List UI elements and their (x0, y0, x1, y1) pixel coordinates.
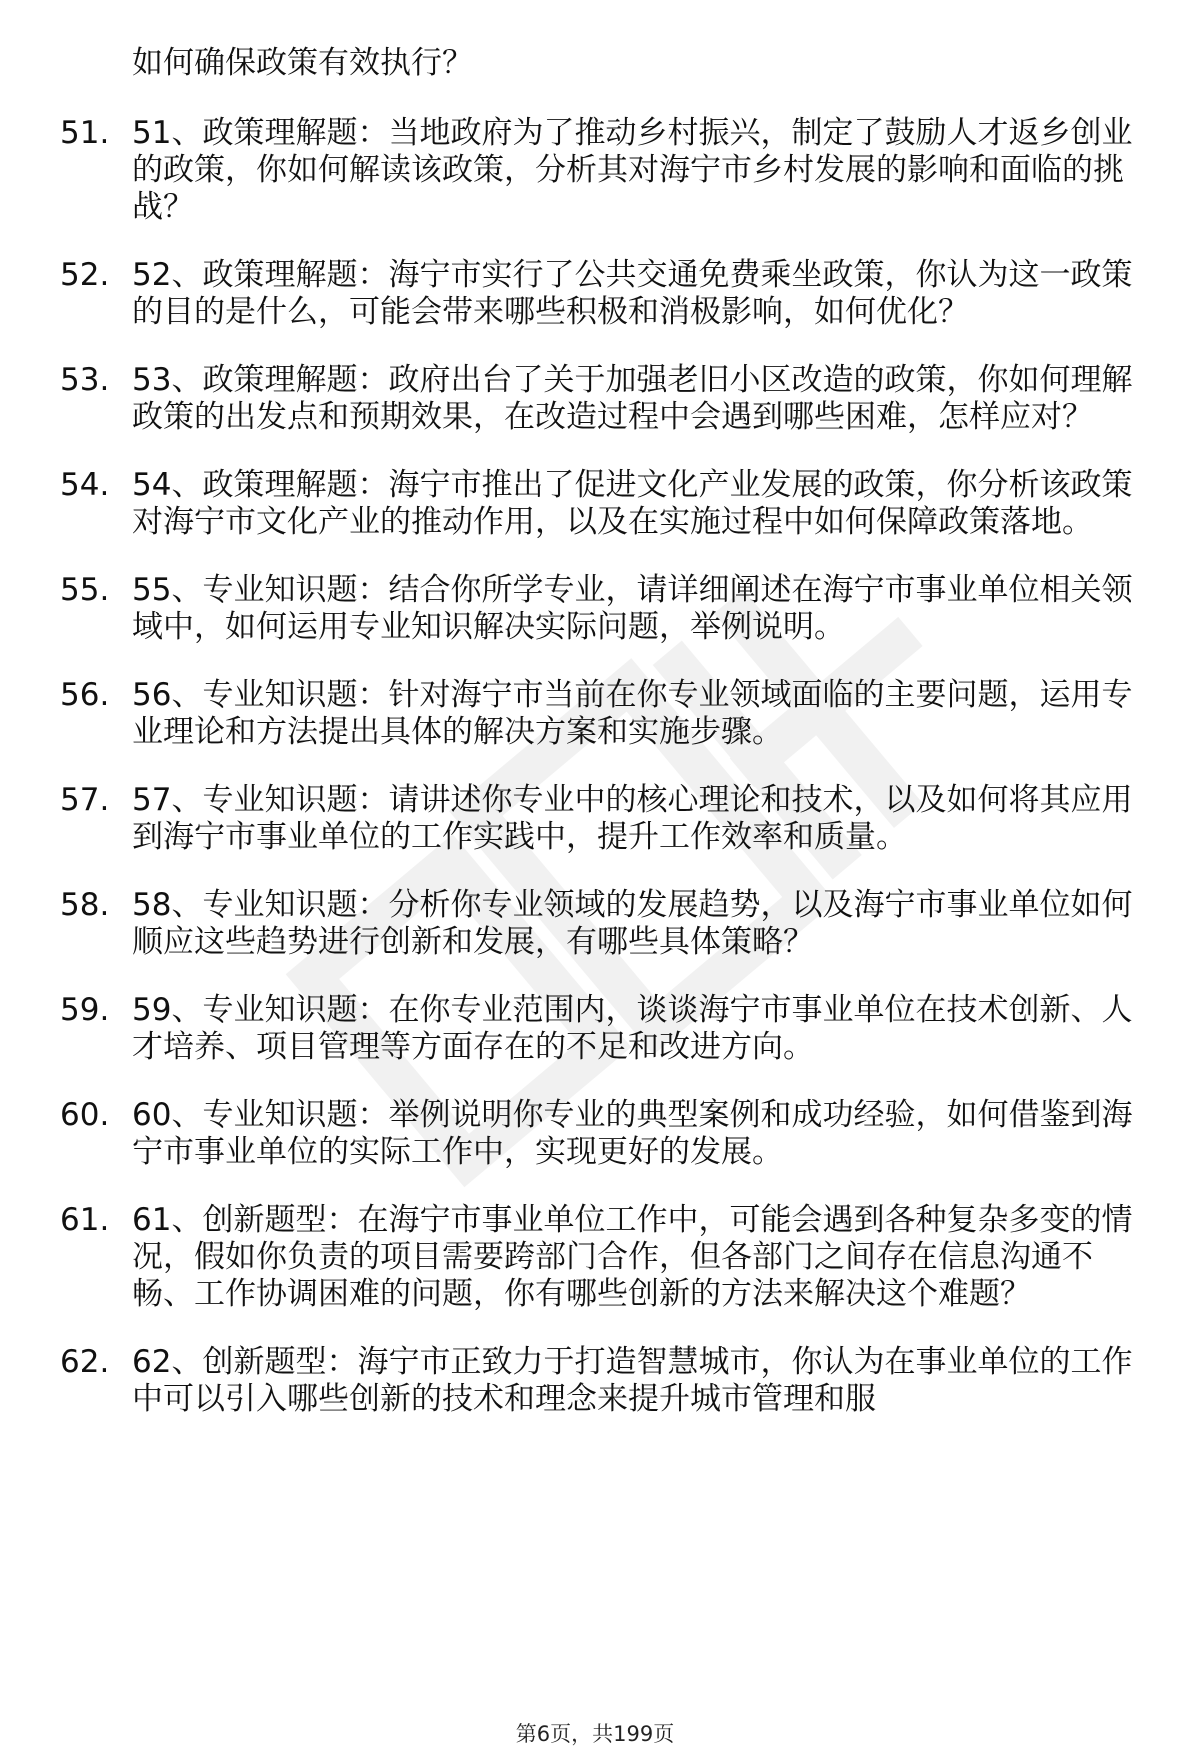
item-text: 58、专业知识题：分析你专业领域的发展趋势，以及海宁市事业单位如何顺应这些趋势进行创新和发展，有哪些具体策略？ (132, 887, 1133, 960)
item-text: 59、专业知识题：在你专业范围内，谈谈海宁市事业单位在技术创新、人才培养、项目管理等方面存在的不足和改进方向。 (132, 992, 1133, 1065)
list-item (60, 1344, 1150, 1418)
list-item (60, 992, 1150, 1066)
item-text: 62、创新题型：海宁市正致力于打造智慧城市，你认为在事业单位的工作中可以引入哪些创新的技术和理念来提升城市管理和服 (132, 1344, 1133, 1417)
continuation-text: 如何确保政策有效执行？ (132, 45, 473, 81)
item-text: 53、政策理解题：政府出台了关于加强老旧小区改造的政策，你如何理解政策的出发点和预期效果，在改造过程中会遇到哪些困难，怎样应对？ (132, 362, 1133, 435)
item-number: 58. (60, 887, 110, 923)
item-text: 52、政策理解题：海宁市实行了公共交通免费乘坐政策，你认为这一政策的目的是什么，可能会带来哪些积极和消极影响，如何优化？ (132, 257, 1133, 330)
item-number: 61. (60, 1202, 110, 1238)
item-text: 54、政策理解题：海宁市推出了促进文化产业发展的政策，你分析该政策对海宁市文化产业的推动作用，以及在实施过程中如何保障政策落地。 (132, 467, 1133, 540)
item-text: 60、专业知识题：举例说明你专业的典型案例和成功经验，如何借鉴到海宁市事业单位的实际工作中，实现更好的发展。 (132, 1097, 1133, 1170)
item-text: 51、政策理解题：当地政府为了推动乡村振兴，制定了鼓励人才返乡创业的政策，你如何解读该政策，分析其对海宁市乡村发展的影响和面临的挑战？ (132, 115, 1133, 225)
item-text: 56、专业知识题：针对海宁市当前在你专业领域面临的主要问题，运用专业理论和方法提出具体的解决方案和实施步骤。 (132, 677, 1133, 750)
item-number: 54. (60, 467, 110, 503)
item-number: 51. (60, 115, 110, 151)
item-number: 56. (60, 677, 110, 713)
list-item (60, 782, 1150, 856)
item-number: 57. (60, 782, 110, 818)
item-text: 61、创新题型：在海宁市事业单位工作中，可能会遇到各种复杂多变的情况，假如你负责的项目需要跨部门合作，但各部门之间存在信息沟通不畅、工作协调困难的问题，你有哪些创新的方法来解决这个难题？ (132, 1202, 1133, 1312)
item-text: 57、专业知识题：请讲述你专业中的核心理论和技术，以及如何将其应用到海宁市事业单位的工作实践中，提升工作效率和质量。 (132, 782, 1133, 855)
list-item (60, 115, 1150, 226)
page-footer: 第6页，共199页 (515, 1722, 675, 1746)
list-item (60, 1097, 1150, 1171)
list-item (60, 257, 1150, 331)
item-number: 60. (60, 1097, 110, 1133)
list-item (60, 467, 1150, 541)
item-text: 55、专业知识题：结合你所学专业，请详细阐述在海宁市事业单位相关领域中，如何运用专业知识解决实际问题，举例说明。 (132, 572, 1133, 645)
list-item (60, 1202, 1150, 1313)
item-number: 62. (60, 1344, 110, 1380)
item-number: 59. (60, 992, 110, 1028)
list-item (60, 572, 1150, 646)
item-number: 53. (60, 362, 110, 398)
list-item (60, 887, 1150, 961)
item-number: 52. (60, 257, 110, 293)
item-number: 55. (60, 572, 110, 608)
document-body (60, 45, 1150, 1449)
list-item (60, 677, 1150, 751)
list-item (60, 362, 1150, 436)
